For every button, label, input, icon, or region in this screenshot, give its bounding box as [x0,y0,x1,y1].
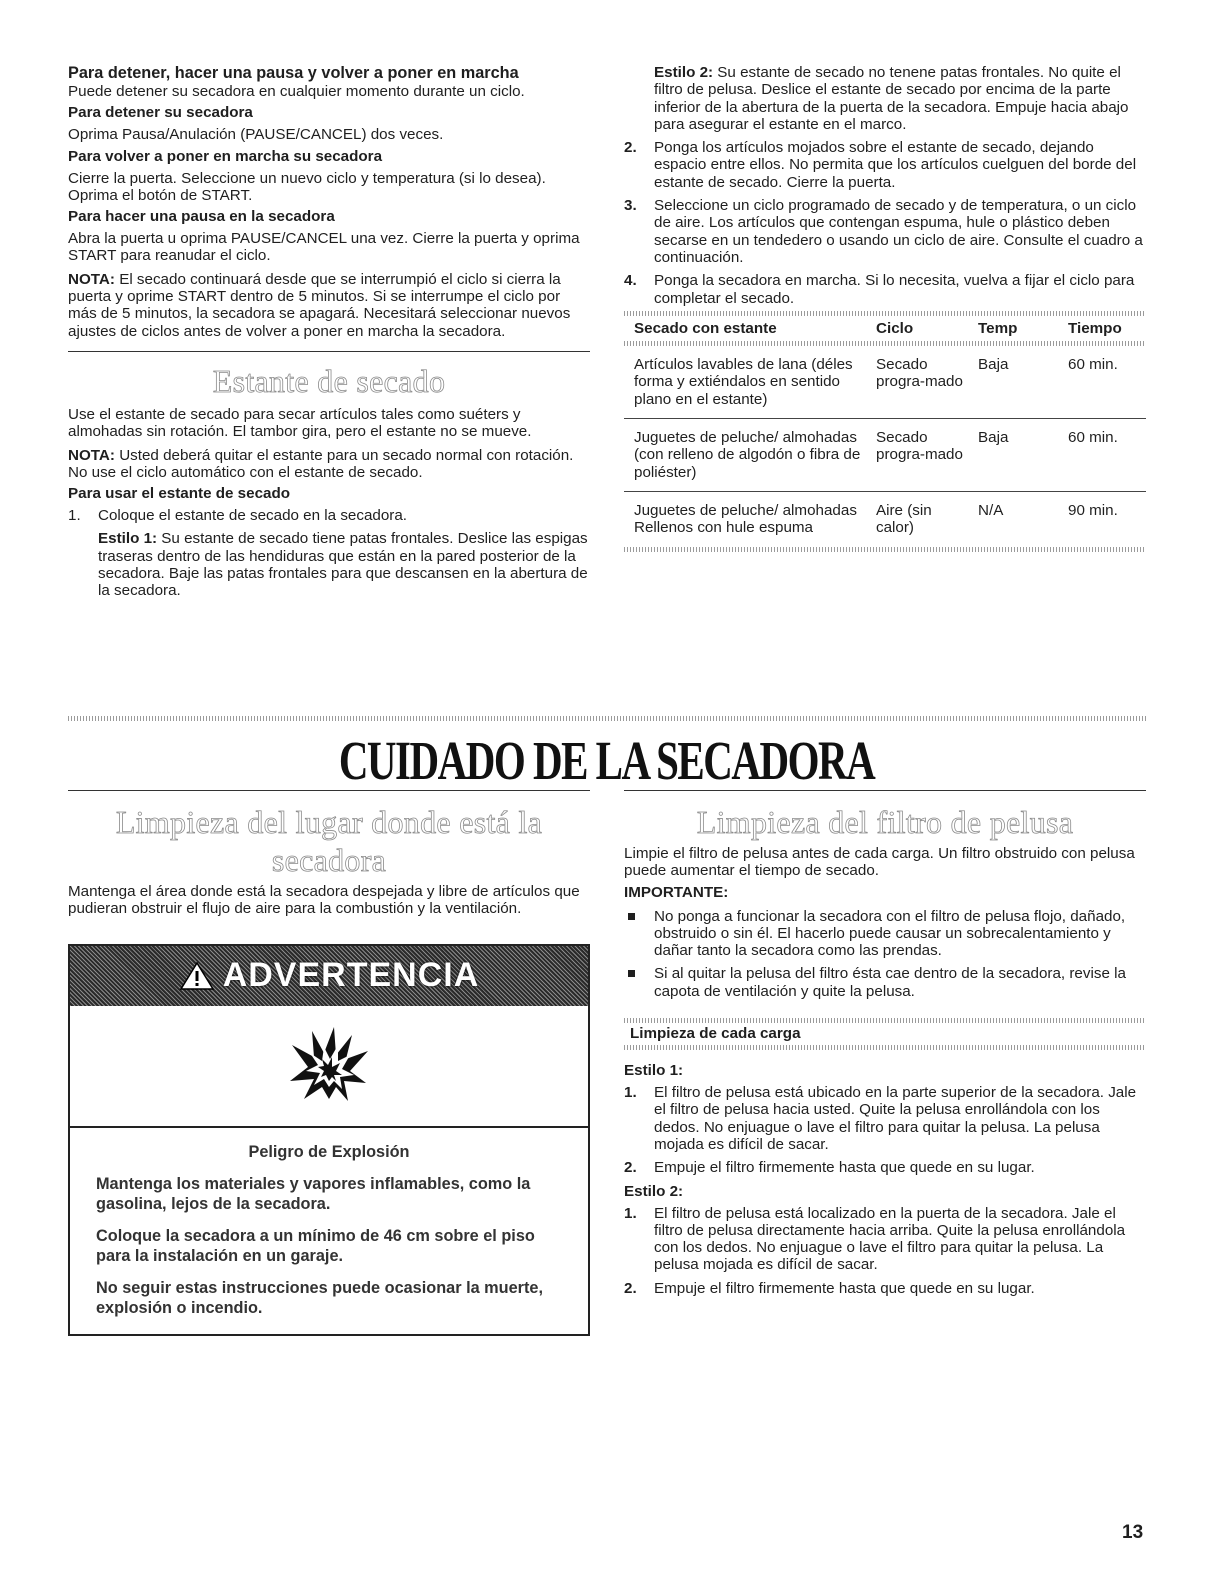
table-cell: Secado progra-mado [866,346,968,418]
table-row [624,491,1146,546]
table-cell: N/A [978,501,1004,519]
step-text: El filtro de pelusa está ubicado en la parte superior de la secadora. Jale el filtro de pelusa hacia usted. Quite la pelusa enrollándola con los dedos. No enjuague o lave el filtro para quitar la pelusa. La pelusa mojada es difícil de sacar. [654,1084,1137,1153]
table-header-row [624,316,1146,341]
rack-steps-left [68,507,590,524]
table-cell: 60 min. [1058,419,1146,492]
bullet-icon [628,970,635,977]
style2-paragraph [624,64,1146,133]
style2-label: Estilo 2: [654,64,714,81]
note-label: NOTA: [68,270,115,288]
rack-title: Estante de secado [212,362,446,399]
table-cell: Artículos lavables de lana (déles forma y extiéndalos en sentido plano en el estante) [624,346,866,418]
style1-text: Su estante de secado tiene patas frontales. Deslice las espigas traseras dentro de las hendiduras que están en la pared posterior de la secadora. Baje las patas frontales para que descansen en la abertura de la secadora. [98,530,588,600]
sub-rule [624,1045,1146,1050]
bullet-icon [628,913,635,920]
bullet-text: Si al quitar la pelusa del filtro ésta cae dentro de la secadora, revise la capota de ventilación y quite la pelusa. [654,965,1126,1000]
rack-note [68,447,590,482]
table-row [624,346,1146,418]
rack-intro: Use el estante de secado para secar artículos tales como suéters y almohadas sin rotación. El tambor gira, pero el estante no se mueve. [68,405,532,441]
warning-title: ADVERTENCIA [222,956,480,995]
step-number: 2. [624,1159,637,1177]
list-item [68,507,590,524]
stop-pause-intro: Puede detener su secadora en cualquier momento durante un ciclo. [68,83,525,100]
step-number: 1. [68,507,81,525]
each-load-heading: Limpieza de cada carga [630,1025,801,1043]
col-header-item: Secado con estante [634,319,777,337]
rack-note-text: Usted deberá quitar el estante para un secado normal con rotación. No use el ciclo automático con el estante de secado. [68,446,574,481]
lint-title: Limpieza del filtro de pelusa [696,804,1074,840]
location-section [68,790,590,1336]
table-cell: Baja [968,346,1058,418]
page-number: 13 [1122,1522,1144,1543]
step-number: 2. [624,1279,637,1297]
style1-paragraph [68,530,590,599]
style1-steps [624,1084,1146,1176]
lint-style1-label: Estilo 1: [624,1062,684,1080]
warning-line: Coloque la secadora a un mínimo de 46 cm sobre el piso para la instalación en un garaje. [96,1226,535,1265]
table-cell: Secado progra-mado [866,419,968,492]
warning-header [70,946,588,1006]
step-number: 1. [624,1204,637,1222]
col-header-cycle: Ciclo [876,319,914,337]
list-item [624,139,1146,191]
rack-note-label: NOTA: [68,446,115,464]
list-item [624,1205,1146,1274]
col-header-time: Tiempo [1068,319,1122,337]
table-cell: 60 min. [1058,346,1146,418]
warning-line: No seguir estas instrucciones puede ocasionar la muerte, explosión o incendio. [96,1278,543,1317]
step-number: 3. [624,197,637,215]
pause-text: Abra la puerta u oprima PAUSE/CANCEL una vez. Cierre la puerta y oprima START para reanudar el ciclo. [68,230,580,265]
step-text: Ponga la secadora en marcha. Si lo necesita, vuelva a fijar el ciclo para completar el secado. [654,272,1135,307]
warning-line: Mantenga los materiales y vapores inflamables, como la gasolina, lejos de la secadora. [96,1174,531,1213]
warning-body [70,1128,588,1334]
divider [624,790,1146,791]
note-paragraph [68,271,590,340]
stop-pause-heading: Para detener, hacer una pausa y volver a poner en marcha [68,64,519,82]
bullet-text: No ponga a funcionar la secadora con el filtro de pelusa flojo, dañado, obstruido o sin él. El hacerlo puede causar un sobrecalentamiento y dañar tanto la secadora como las prendas. [654,907,1126,960]
table-bottom-rule [624,547,1146,552]
stop-heading: Para detener su secadora [68,104,253,122]
important-list [624,908,1146,1000]
restart-text: Cierre la puerta. Seleccione un nuevo ciclo y temperatura (si lo desea). Oprima el botón de START. [68,169,546,204]
style2-steps [624,1205,1146,1297]
pause-heading: Para hacer una pausa en la secadora [68,208,335,226]
step-text: El filtro de pelusa está localizado en la puerta de la secadora. Jale el filtro de pelusa directamente hacia arriba. Quite la pelusa enrollándola con los dedos. No enjuague o lave el filtro para quitar la pelusa. La pelusa mojada es difícil de sacar. [654,1204,1126,1274]
rack-use-heading: Para usar el estante de secado [68,485,291,503]
rack-drying-table [624,316,1146,547]
note-text: El secado continuará desde que se interrumpió el ciclo si cierra la puerta y oprime START dentro de 5 minutos. Si se interrumpe el ciclo por más de 5 minutos, la secadora se apagará. Necesitará seleccionar nuevos ajustes de ciclos antes de volver a poner en marcha la secadora. [68,270,571,340]
style2-text: Su estante de secado no tenene patas frontales. No quite el filtro de pelusa. Deslice el estante de secado por encima de la parte inferior de la abertura de la puerta de la secadora. Empuje hacia abajo para asegurar el estante en el marco. [654,64,1129,133]
step-text: Empuje el filtro firmemente hasta que quede en su lugar. [654,1279,1035,1297]
step-text: Ponga los artículos mojados sobre el estante de secado, dejando espacio entre ellos. No permita que los artículos cuelguen del borde del estante de secado. Cierre la puerta. [654,139,1137,191]
lint-style2-label: Estilo 2: [624,1182,684,1200]
table-cell: Juguetes de peluche/ almohadas Rellenos con hule espuma [634,501,857,537]
list-item [624,1159,1146,1176]
list-item [624,965,1146,1000]
left-column [68,64,590,600]
stop-text: Oprima Pausa/Anulación (PAUSE/CANCEL) dos veces. [68,126,444,144]
list-item [624,197,1146,266]
important-label: IMPORTANTE: [624,883,729,901]
list-item [624,908,1146,960]
section-title: CUIDADO DE LA SECADORA [338,728,875,792]
table-cell: Juguetes de peluche/ almohadas (con relleno de algodón o fibra de poliéster) [624,419,866,492]
step-number: 2. [624,139,637,157]
lint-section [624,790,1146,1297]
location-title: Limpieza del lugar donde está la secadora [115,804,543,878]
col-header-temp: Temp [978,319,1018,337]
table-row [624,419,1146,492]
table-cell: 90 min. [1068,501,1118,519]
explosion-icon [284,1021,374,1111]
step-number: 4. [624,272,637,290]
lint-intro: Limpie el filtro de pelusa antes de cada carga. Un filtro obstruido con pelusa puede aumentar el tiempo de secado. [624,845,1135,880]
warning-triangle-icon [179,961,215,991]
list-item [624,272,1146,307]
step-text: Seleccione un ciclo programado de secado y de temperatura, o un ciclo de aire. Los artículos que contengan espuma, hule o plástico deben secarse en un tendedero o usando un ciclo de aire. Consulte el cuadro a continuación. [654,197,1143,266]
section-divider [68,716,1146,721]
explosion-icon-area [70,1006,588,1128]
divider [68,790,590,791]
step-text: Empuje el filtro firmemente hasta que quede en su lugar. [654,1159,1035,1177]
restart-heading: Para volver a poner en marcha su secadora [68,147,383,165]
step-text: Coloque el estante de secado en la secadora. [98,507,408,525]
warning-box [68,944,590,1336]
list-item [624,1280,1146,1297]
list-item [624,1084,1146,1153]
divider [68,351,590,352]
location-text: Mantenga el área donde está la secadora despejada y libre de artículos que pudieran obstruir el flujo de aire para la combustión y la ventilación. [68,883,580,918]
table-cell: Aire (sin calor) [876,501,932,537]
hazard-title: Peligro de Explosión [248,1142,410,1161]
right-column [624,64,1146,552]
step-number: 1. [624,1084,637,1102]
style1-label: Estilo 1: [98,530,158,548]
table-cell: Baja [968,419,1058,492]
rack-steps-right [624,139,1146,307]
